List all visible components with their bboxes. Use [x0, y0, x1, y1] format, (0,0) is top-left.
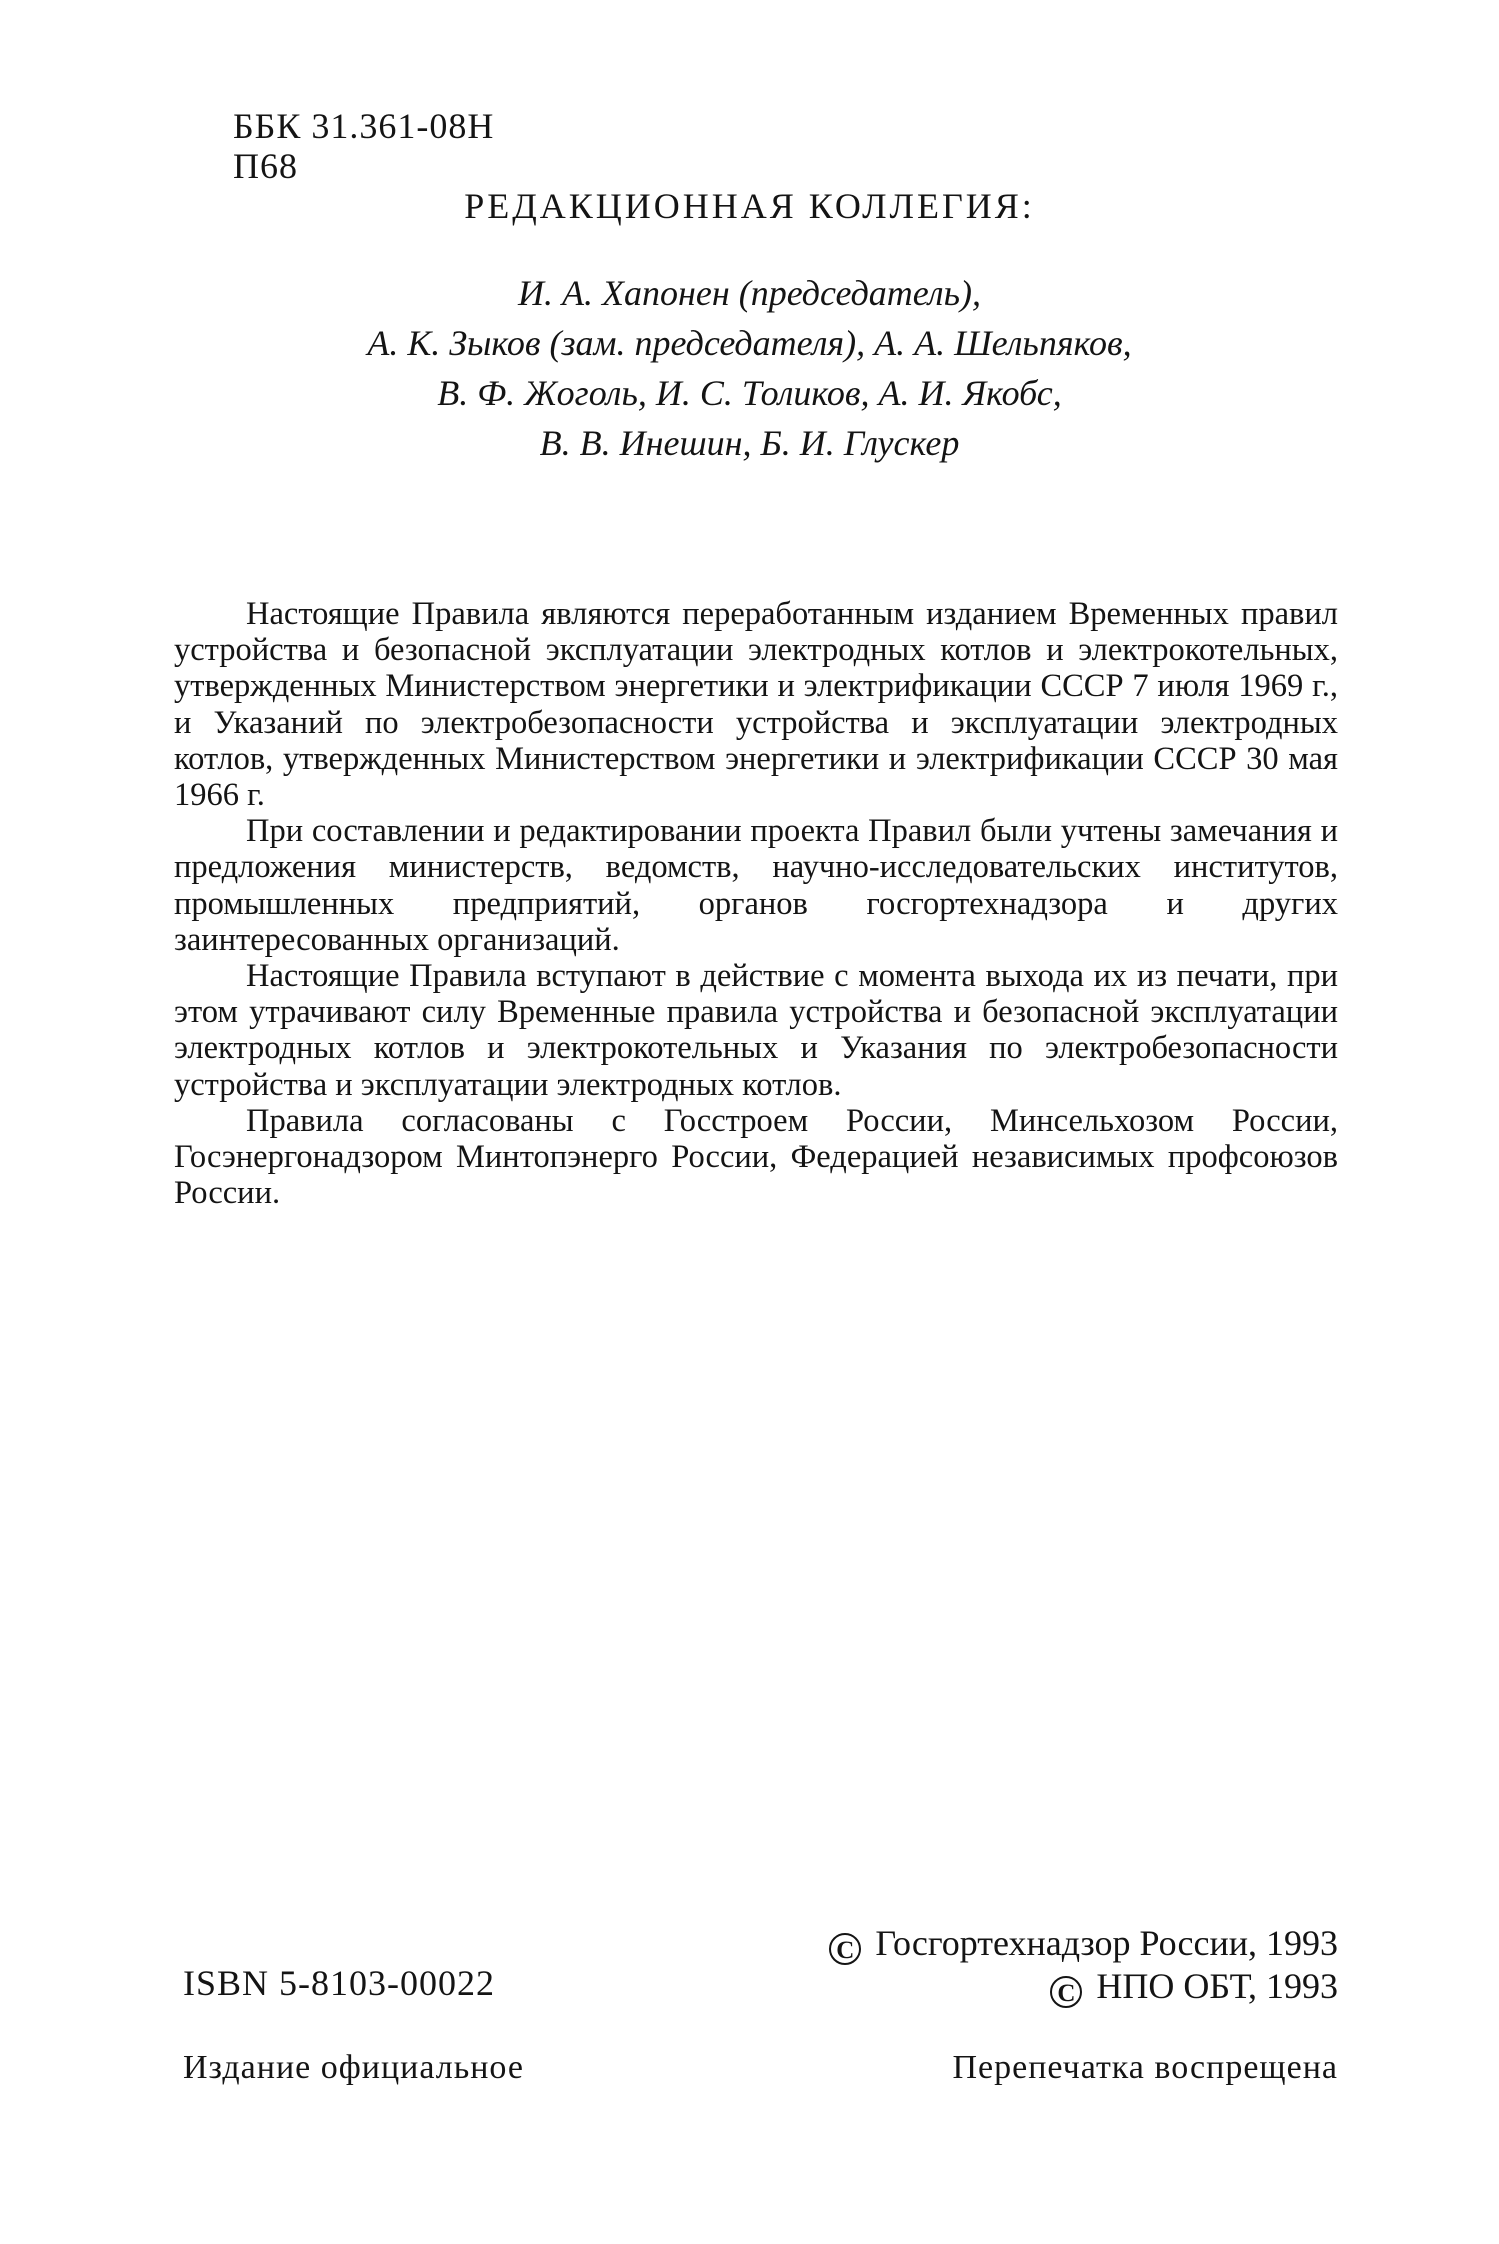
- preface-paragraph: Настоящие Правила вступают в действие с момента выхода их из печати, при этом утрачивают силу Временные правила устройства и безопасной эксплуатации электродных котлов и электрокотельных и Указания по электробезопасности устройства и эксплуатации электродных котлов.: [174, 958, 1338, 1103]
- edition-note: Издание официальное: [183, 2049, 524, 2086]
- copyright-icon: C: [829, 1933, 861, 1965]
- copyright-line: [829, 1965, 1338, 2008]
- board-members-line: В. В. Инешин, Б. И. Глускер: [539, 423, 960, 463]
- editorial-board-members: [0, 268, 1499, 468]
- copyright-line: [829, 1922, 1338, 1965]
- board-members-line: В. Ф. Жоголь, И. С. Толиков, А. И. Якобс,: [437, 373, 1062, 413]
- preface-paragraph: Правила согласованы с Госстроем России, Минсельхозом России, Госэнергонадзором Минтопэнерго России, Федерацией независимых профсоюзов России.: [174, 1102, 1338, 1212]
- board-members-line: А. К. Зыков (зам. председателя), А. А. Шельпяков,: [367, 323, 1132, 363]
- preface-paragraph: Настоящие Правила являются переработанным изданием Временных правил устройства и безопасной эксплуатации электродных котлов и электрокотельных, утвержденных Министерством энергетики и электрификации СССР 7 июля 1969 г., и Указаний по электробезопасности устройства и эксплуатации электродных котлов, утвержденных Министерством энергетики и электрификации СССР 30 мая 1966 г.: [174, 596, 1338, 814]
- copyright-icon: C: [1050, 1976, 1082, 2008]
- reprint-note: Перепечатка воспрещена: [952, 2049, 1338, 2086]
- classification-codes: [233, 106, 494, 186]
- preface-text: [174, 596, 1338, 1211]
- bbk-code: ББК 31.361-08Н: [233, 106, 495, 146]
- preface-paragraph: При составлении и редактировании проекта Правил были учтены замечания и предложения министерств, ведомств, научно-исследовательских институтов, промышленных предприятий, органов госгортехнадзора и других заинтересованных организаций.: [174, 813, 1338, 958]
- copyright-text: НПО ОБТ, 1993: [1096, 1966, 1338, 2006]
- isbn-number: ISBN 5-8103-00022: [183, 1963, 495, 2003]
- editorial-board-title: РЕДАКЦИОННАЯ КОЛЛЕГИЯ:: [464, 186, 1035, 226]
- board-members-line: И. А. Хапонен (председатель),: [518, 273, 981, 313]
- copyright-text: Госгортехнадзор России, 1993: [875, 1923, 1338, 1963]
- copyright-block: [829, 1922, 1338, 2008]
- index-code: П68: [233, 146, 298, 186]
